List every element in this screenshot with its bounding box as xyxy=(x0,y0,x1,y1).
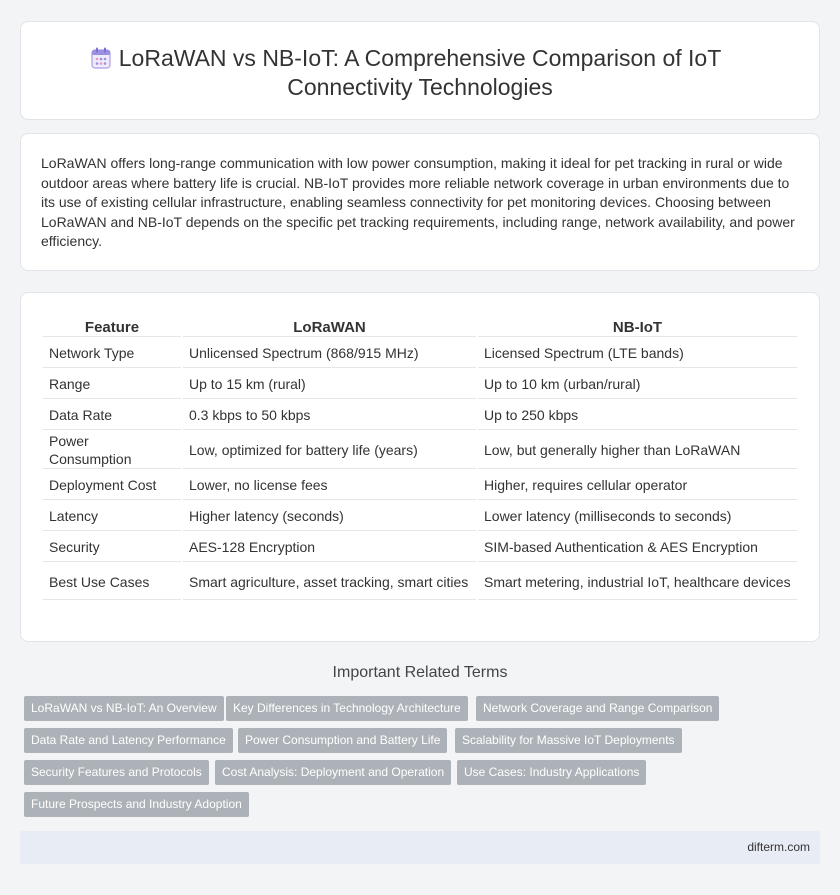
feature-cell: Range xyxy=(43,370,181,399)
nbiot-cell: Smart metering, industrial IoT, healthcare devices xyxy=(478,564,797,600)
table-row xyxy=(43,370,797,399)
header-feature: Feature xyxy=(43,315,181,337)
table-row xyxy=(43,339,797,368)
header-nbiot: NB-IoT xyxy=(478,315,797,337)
related-term-tag[interactable]: Future Prospects and Industry Adoption xyxy=(24,792,249,817)
feature-cell: Security xyxy=(43,533,181,562)
related-term-tag[interactable]: LoRaWAN vs NB-IoT: An Overview xyxy=(24,696,224,721)
site-name[interactable]: difterm.com xyxy=(747,840,810,854)
lorawan-cell: Low, optimized for battery life (years) xyxy=(183,432,476,469)
summary-card xyxy=(20,133,820,271)
lorawan-cell: Unlicensed Spectrum (868/915 MHz) xyxy=(183,339,476,368)
nbiot-cell: Up to 10 km (urban/rural) xyxy=(478,370,797,399)
table-row xyxy=(43,533,797,562)
related-term-tag[interactable]: Use Cases: Industry Applications xyxy=(457,760,646,785)
summary-text: LoRaWAN offers long-range communication with low power consumption, making it ideal for pet tracking in rural or wide outdoor areas where battery life is crucial. NB-IoT provides more reliable network coverage in urban environments due to its use of existing cellular infrastructure, enabling seamless connectivity for pet monitoring devices. Choosing between LoRaWAN and NB-IoT depends on the specific pet tracking requirements, including range, network availability, and power efficiency. xyxy=(41,155,795,250)
comparison-table xyxy=(41,313,799,602)
lorawan-cell: Up to 15 km (rural) xyxy=(183,370,476,399)
related-term-tag[interactable]: Power Consumption and Battery Life xyxy=(238,728,447,753)
feature-cell: Power Consumption xyxy=(43,432,181,469)
related-terms-heading: Important Related Terms xyxy=(332,664,508,681)
header-lorawan: LoRaWAN xyxy=(183,315,476,337)
nbiot-cell: Up to 250 kbps xyxy=(478,401,797,430)
lorawan-cell: Lower, no license fees xyxy=(183,471,476,500)
table-row xyxy=(43,471,797,500)
title-card xyxy=(20,21,820,120)
table-row xyxy=(43,564,797,600)
lorawan-cell: Higher latency (seconds) xyxy=(183,502,476,531)
table-row xyxy=(43,502,797,531)
related-term-tag[interactable]: Cost Analysis: Deployment and Operation xyxy=(215,760,451,785)
footer-bar xyxy=(20,831,820,864)
feature-cell: Network Type xyxy=(43,339,181,368)
related-term-tag[interactable]: Key Differences in Technology Architecture xyxy=(226,696,468,721)
comparison-table-card xyxy=(20,292,820,642)
nbiot-cell: SIM-based Authentication & AES Encryption xyxy=(478,533,797,562)
related-term-tag[interactable]: Data Rate and Latency Performance xyxy=(24,728,233,753)
related-term-tag[interactable]: Network Coverage and Range Comparison xyxy=(476,696,719,721)
lorawan-cell: Smart agriculture, asset tracking, smart cities xyxy=(183,564,476,600)
feature-cell: Best Use Cases xyxy=(43,564,181,600)
nbiot-cell: Licensed Spectrum (LTE bands) xyxy=(478,339,797,368)
nbiot-cell: Low, but generally higher than LoRaWAN xyxy=(478,432,797,469)
table-row xyxy=(43,401,797,430)
lorawan-cell: AES-128 Encryption xyxy=(183,533,476,562)
nbiot-cell: Higher, requires cellular operator xyxy=(478,471,797,500)
nbiot-cell: Lower latency (milliseconds to seconds) xyxy=(478,502,797,531)
lorawan-cell: 0.3 kbps to 50 kbps xyxy=(183,401,476,430)
feature-cell: Latency xyxy=(43,502,181,531)
page-title: LoRaWAN vs NB-IoT: A Comprehensive Comparison of IoT Connectivity Technologies xyxy=(118,45,722,100)
feature-cell: Data Rate xyxy=(43,401,181,430)
related-term-tag[interactable]: Scalability for Massive IoT Deployments xyxy=(455,728,682,753)
feature-cell: Deployment Cost xyxy=(43,471,181,500)
related-term-tag[interactable]: Security Features and Protocols xyxy=(24,760,209,785)
table-row xyxy=(43,432,797,469)
table-header-row xyxy=(43,315,797,337)
